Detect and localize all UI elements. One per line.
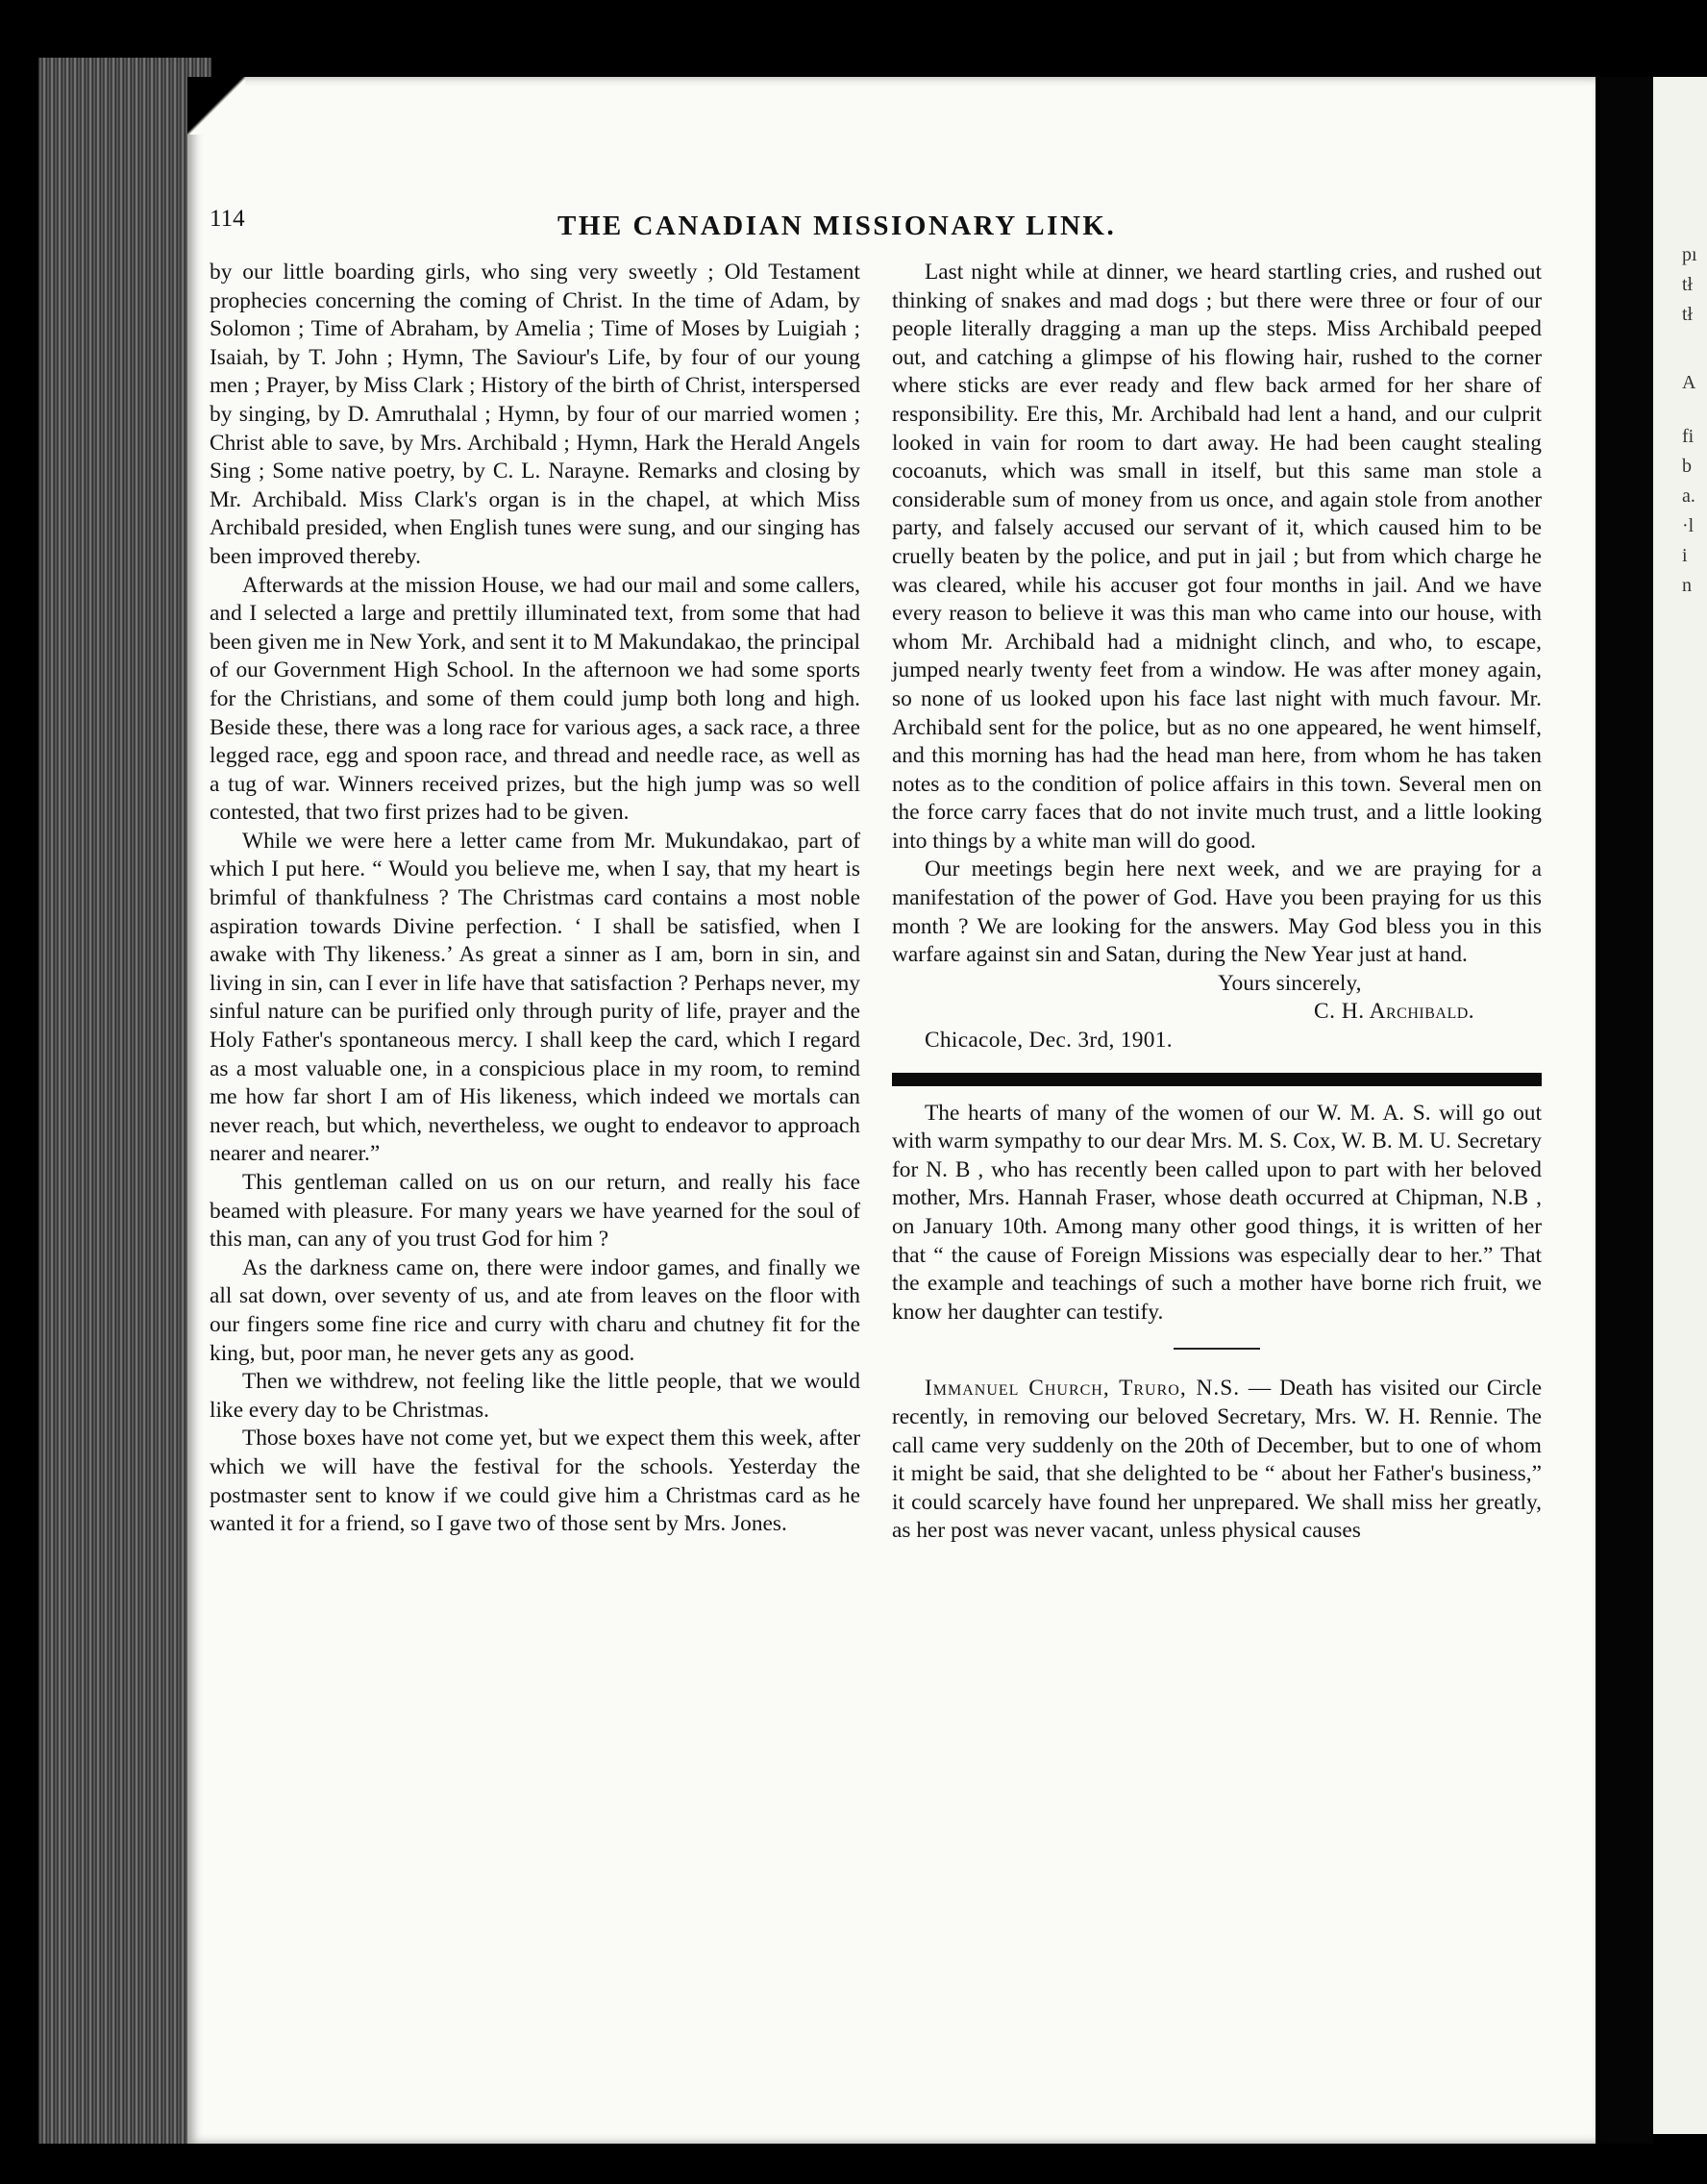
article-heading: Immanuel Church, Truro, N.S.: [925, 1376, 1241, 1402]
article-body: — Death has visited our Circle recently, in removing our beloved Secretary, Mrs. W. H. Rennie. The call came very suddenly on the 20th of December, but to one of whom it might be said, that she delighted to be “ about her Father's business,” it could scarcely have found her unprepared. We shall miss her greatly, as her post was never vacant, unless physical causes: [892, 1376, 1543, 1544]
paragraph: The hearts of many of the women of our W. M. A. S. will go out with warm sympathy to our dear Mrs. M. S. Cox, W. B. M. U. Secretary for N. B , who has recently been called upon to part with her beloved mother, Mrs. Hannah Fraser, whose death occurred at Chipman, N.B , on January 10th. Among many other good things, it is written of her that “ the cause of Foreign Missions was especially dear to her.” That the example and teachings of such a mother have borne rich fruit, we know her daughter can testify.: [892, 1100, 1542, 1325]
book-gutter: [1600, 77, 1653, 2144]
paragraph: [892, 1375, 1542, 1546]
fragment: pı: [1682, 244, 1697, 265]
fragment: a.: [1682, 485, 1695, 507]
letter-closing: Yours sincerely,: [1218, 970, 1362, 996]
paragraph: by our little boarding girls, who sing very sweetly ; Old Testament prophecies concerning the coming of Christ. In the time of Adam, by Solomon ; Time of Abraham, by Amelia ; Time of Moses by Luigiah ; Isaiah, by T. John ; Hymn, The Saviour's Life, by four of our young men ; Prayer, by Miss Clark ; History of the birth of Christ, interspersed by singing, by D. Amruthalal ; Hymn, by four of our married women ; Christ able to save, by Mrs. Archibald ; Hymn, Hark the Herald Angels Sing ; Some native poetry, by C. L. Narayne. Remarks and closing by Mr. Archibald. Miss Clark's organ is in the chapel, at which Miss Archibald presided, when English tunes were sung, and our singing has been improved thereby.: [210, 260, 860, 569]
page-edges: [38, 58, 211, 2144]
page-number: 114: [210, 206, 245, 232]
section-divider: [892, 1073, 1542, 1086]
paragraph: This gentleman called on us on our return, and really his face beamed with pleasure. For many years we have yearned for the soul of this man, can any of you trust God for him ?: [210, 1170, 860, 1253]
fragment: tł: [1682, 304, 1694, 325]
paragraph: Those boxes have not come yet, but we expect them this week, after which we will have the festival for the schools. Yesterday the postmaster sent to know if we could give him a Christmas card as he wanted it for a friend, so I gave two of those sent by Mrs. Jones.: [210, 1426, 860, 1537]
short-divider: [1174, 1348, 1260, 1350]
facing-page-fragments: [1682, 240, 1697, 601]
running-head: THE CANADIAN MISSIONARY LINK.: [557, 211, 1117, 241]
facing-page: [1653, 77, 1707, 2134]
right-column: [892, 259, 1542, 1546]
paragraph: Our meetings begin here next week, and we are praying for a manifestation of the power of God. Have you been praying for us this month ? We are looking for the answers. May God bless you in this warfare against sin and Satan, during the New Year just at hand.: [892, 856, 1542, 968]
fragment: ·l: [1682, 515, 1695, 536]
letter-signature: C. H. Archibald.: [1314, 999, 1475, 1025]
paragraph: Then we withdrew, not feeling like the little people, that we would like every day to be Christmas.: [210, 1369, 860, 1423]
page-corner: [187, 77, 245, 135]
left-column: [210, 259, 860, 1539]
paragraph: Last night while at dinner, we heard startling cries, and rushed out thinking of snakes and mad dogs ; but there were three or four of our people literally dragging a man up the steps. Miss Archibald peeped out, and catching a glimpse of his flowing hair, rushed to the corner where sticks are ever ready and flew back armed for her share of responsibility. Ere this, Mr. Archibald had lent a hand, and our culprit looked in vain for room to dart away. He had been caught stealing cocoanuts, which was small in itself, but this same man stole a considerable sum of money from us once, and again stole from another party, and falsely accused our servant of it, which caused him to be cruelly beaten by the police, and put in jail ; but from which charge he was cleared, while his accuser got four months in jail. And we have every reason to believe it was this man who came into our house, with whom Mr. Archibald had a midnight clinch, and who, to escape, jumped nearly twenty feet from a window. He was after money again, so none of us looked upon his face last night with much favour. Mr. Archibald sent for the police, but as no one appeared, he went himself, and this morning has had the head man here, from whom he has taken notes as to the condition of police affairs in this town. Several men on the force carry faces that do not invite much trust, and a little looking into things by a white man will do good.: [892, 260, 1542, 854]
dateline: Chicacole, Dec. 3rd, 1901.: [925, 1028, 1173, 1054]
paragraph: Afterwards at the mission House, we had our mail and some callers, and I selected a large and prettily illuminated text, from some that had been given me in New York, and sent it to M Makundakao, the principal of our Government High School. In the afternoon we had some sports for the Christians, and some of them could jump both long and high. Beside these, there was a long race for various ages, a sack race, a three legged race, egg and spoon race, and thread and needle race, as well as a tug of war. Winners received prizes, but the high jump was so well contested, that two first prizes had to be given.: [210, 572, 860, 826]
paragraph: While we were here a letter came from Mr. Mukundakao, part of which I put here. “ Would you believe me, when I say, that my heart is brimful of thankfulness ? The Christmas card contains a most noble aspiration towards Divine perfection. ‘ I shall be satisfied, when I awake with Thy likeness.’ As great a sinner as I am, born in sin, and living in sin, can I ever in life have that satisfaction ? Perhaps never, my sinful nature can be purified only through purity of life, prayer and the Holy Father's spontaneous mercy. I shall keep the card, which I regard as a most valuable one, in a conspicious place in my room, to remind me how far short I am of His likeness, which indeed we mortals can never reach, but which, nevertheless, we ought to endeavor to approach nearer and nearer.”: [210, 828, 860, 1167]
paragraph: As the darkness came on, there were indoor games, and finally we all sat down, over seventy of us, and ate from leaves on the floor with our fingers some fine rice and curry with charu and chutney fit for the king, but, poor man, he never gets any as good.: [210, 1254, 860, 1366]
fragment: A: [1682, 372, 1696, 393]
fragment: i: [1682, 545, 1688, 566]
fragment: b: [1682, 456, 1692, 477]
fragment: tł: [1682, 274, 1694, 295]
fragment: fi: [1682, 426, 1695, 447]
fragment: n: [1682, 575, 1692, 596]
